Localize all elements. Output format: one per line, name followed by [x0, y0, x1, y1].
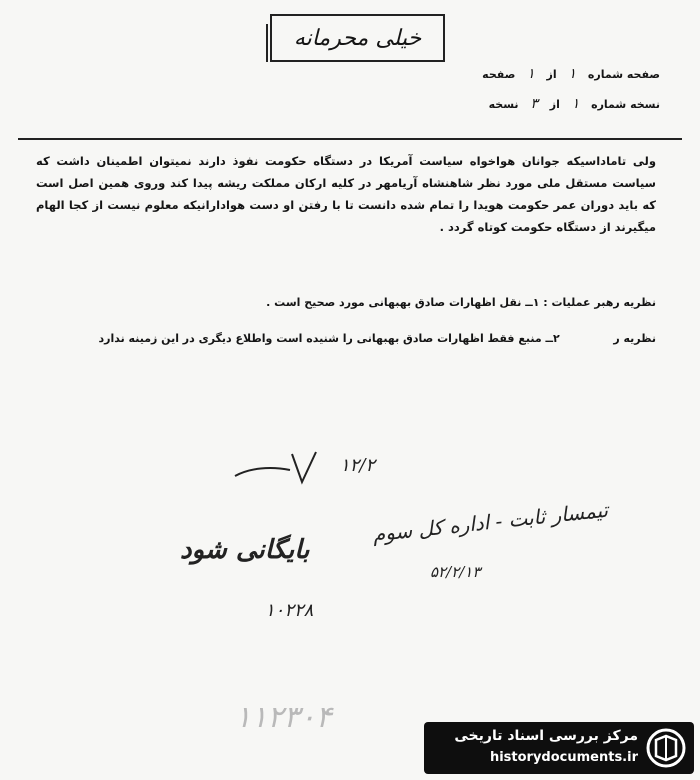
copy-number-label: نسخه شماره: [591, 98, 660, 111]
page-number-line: [482, 66, 660, 82]
copy-total-value: ۳: [530, 96, 538, 112]
archive-title: مرکز بررسی اسناد تاریخی: [454, 728, 638, 744]
copies-label: نسخه: [488, 98, 519, 111]
faded-handwriting: ۱۱۲۳۰۴: [235, 700, 332, 735]
page-number-value: ۱: [568, 66, 577, 82]
handwritten-note: تیمسار ثابت - اداره کل سوم: [371, 497, 610, 547]
handwritten-mark: ۱۲/۲: [340, 455, 376, 476]
remarks-line-2: [98, 332, 656, 345]
handwritten-date: ۵۲/۲/۱۳: [430, 563, 481, 581]
handwritten-flourish: [230, 448, 320, 488]
copy-of-label: از: [549, 98, 560, 111]
pages-label: صفحه: [482, 68, 516, 81]
page-total-value: ۱: [527, 66, 535, 82]
classification-stamp: خیلی محرمانه: [270, 14, 445, 62]
archive-watermark: [424, 722, 694, 774]
page-of-label: از: [546, 68, 557, 81]
remarks-line-2-label: نظریه ر: [613, 332, 656, 345]
header-divider: [18, 138, 682, 140]
page-number-label: صفحه شماره: [587, 68, 660, 81]
copy-number-value: ۱: [571, 96, 580, 112]
report-body: ولی تاماداسیکه جوانان هواخواه سیاست آمریکا در دستگاه حکومت نفوذ دارند نمیتوان اطمینان داشت که سیاست مستقل ملی مورد نظر شاهنشاه آریامهر در کلیه ارکان مملکت ریشه پیدا کند وروی همین اصل است که باید دوران عمر حکومت هویدا را تمام شده دانست تا با رفتن او دست هوادارانیکه معلوم نیست از کجا الهام میگیرند از دستگاه حکومت کوتاه گردد .: [36, 154, 656, 234]
remarks-line-2-text: ۲ــ منبع فقط اظهارات صادق بهبهانی را شنیده است واطلاع دیگری در این زمینه ندارد: [98, 332, 560, 345]
handwritten-number: ۱۰۲۲۸: [265, 600, 314, 621]
archive-logo-icon: [646, 728, 686, 768]
handwritten-archive-note: بایگانی شود: [180, 535, 310, 565]
archive-url: historydocuments.ir: [489, 750, 638, 765]
copy-number-line: [489, 96, 660, 112]
remarks-line-1: نظریه رهبر عملیات : ۱ــ نقل اظهارات صادق بهبهانی مورد صحیح است .: [266, 296, 656, 309]
